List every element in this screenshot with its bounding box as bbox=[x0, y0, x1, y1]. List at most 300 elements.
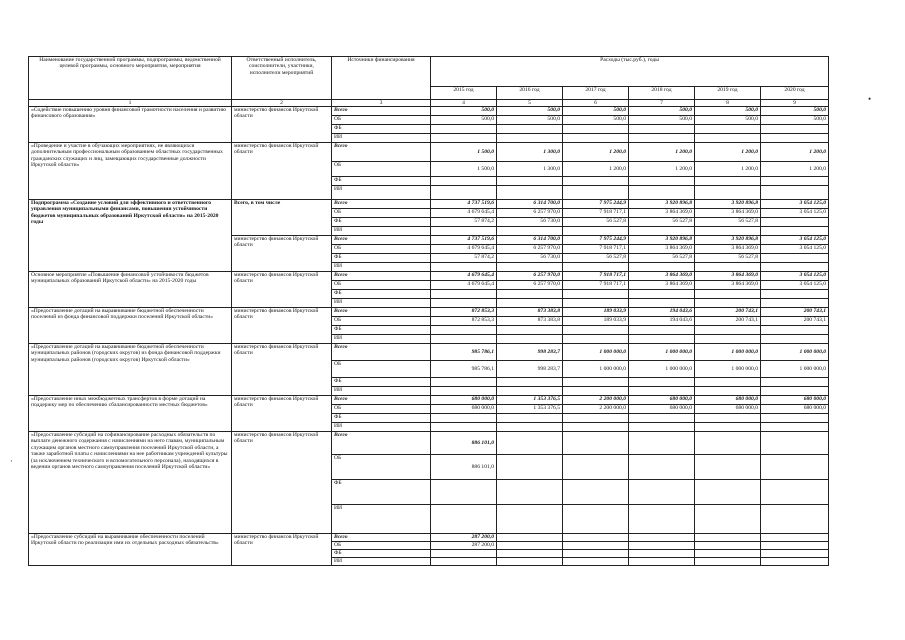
value-cell bbox=[563, 177, 629, 186]
value-cell: 1 000 000,0 bbox=[563, 361, 629, 378]
source-cell: ФБ bbox=[332, 218, 431, 227]
header-year: 2018 год bbox=[629, 86, 695, 99]
budget-table bbox=[28, 56, 829, 566]
source-cell: ИИ bbox=[332, 505, 431, 534]
index-cell: 6 bbox=[563, 100, 629, 107]
value-cell bbox=[431, 387, 497, 396]
value-cell bbox=[761, 558, 829, 566]
value-cell bbox=[629, 505, 695, 534]
source-cell: ОБ bbox=[332, 361, 431, 378]
value-cell: 56 730,0 bbox=[497, 254, 563, 263]
source-cell: Всего bbox=[332, 107, 431, 116]
value-cell: 3 054 125,0 bbox=[761, 236, 829, 245]
value-cell bbox=[563, 263, 629, 272]
value-cell: 1 300,0 bbox=[497, 143, 563, 162]
value-cell: 189 033,9 bbox=[563, 317, 629, 326]
value-cell bbox=[629, 480, 695, 505]
value-cell bbox=[761, 218, 829, 227]
value-cell: 6 257 970,0 bbox=[497, 281, 563, 290]
value-cell bbox=[563, 186, 629, 200]
value-cell bbox=[629, 423, 695, 432]
responsible-cell: министерство финансов Иркутской области bbox=[232, 143, 332, 200]
source-cell: ОБ bbox=[332, 162, 431, 177]
source-cell: ОБ bbox=[332, 542, 431, 550]
value-cell bbox=[497, 290, 563, 299]
source-cell: ФБ bbox=[332, 326, 431, 335]
source-cell: ОБ bbox=[332, 209, 431, 218]
value-cell: 3 920 896,8 bbox=[629, 236, 695, 245]
value-cell: 200 743,1 bbox=[695, 317, 761, 326]
value-cell: 287 200,0 bbox=[431, 542, 497, 550]
value-cell bbox=[695, 558, 761, 566]
value-cell: 680 000,0 bbox=[695, 405, 761, 414]
value-cell bbox=[761, 299, 829, 308]
value-cell: 500,0 bbox=[497, 116, 563, 125]
value-cell bbox=[431, 335, 497, 344]
index-cell: 8 bbox=[695, 100, 761, 107]
value-cell: 7 918 717,1 bbox=[563, 209, 629, 218]
value-cell bbox=[695, 299, 761, 308]
value-cell: 500,0 bbox=[761, 116, 829, 125]
value-cell bbox=[629, 263, 695, 272]
value-cell: 6 257 970,0 bbox=[497, 245, 563, 254]
value-cell: 4 679 645,4 bbox=[431, 245, 497, 254]
value-cell: 1 000 000,0 bbox=[761, 361, 829, 378]
value-cell bbox=[563, 505, 629, 534]
value-cell bbox=[497, 227, 563, 236]
responsible-cell: министерство финансов Иркутской области bbox=[232, 396, 332, 432]
value-cell bbox=[761, 414, 829, 423]
value-cell bbox=[629, 177, 695, 186]
source-cell: Всего bbox=[332, 272, 431, 281]
value-cell: 4 679 645,4 bbox=[431, 281, 497, 290]
value-cell: 500,0 bbox=[563, 107, 629, 116]
value-cell: 6 257 970,0 bbox=[497, 272, 563, 281]
source-cell: ИИ bbox=[332, 299, 431, 308]
value-cell bbox=[431, 134, 497, 143]
value-cell: 1 000 000,0 bbox=[563, 344, 629, 361]
index-cell: 2 bbox=[232, 100, 332, 107]
value-cell bbox=[629, 335, 695, 344]
value-cell bbox=[563, 414, 629, 423]
source-cell: Всего bbox=[332, 396, 431, 405]
value-cell bbox=[497, 299, 563, 308]
value-cell: 872 853,3 bbox=[431, 308, 497, 317]
value-cell bbox=[629, 290, 695, 299]
value-cell: 1 000 000,0 bbox=[629, 361, 695, 378]
source-cell: ОБ bbox=[332, 405, 431, 414]
value-cell bbox=[497, 455, 563, 480]
value-cell: 1 200,0 bbox=[761, 162, 829, 177]
value-cell: 680 000,0 bbox=[695, 396, 761, 405]
value-cell bbox=[761, 254, 829, 263]
value-cell: 680 000,0 bbox=[761, 405, 829, 414]
value-cell: 500,0 bbox=[431, 116, 497, 125]
value-cell: 1 000 000,0 bbox=[695, 344, 761, 361]
value-cell bbox=[695, 423, 761, 432]
index-cell: 4 bbox=[431, 100, 497, 107]
value-cell: 1 300,0 bbox=[497, 162, 563, 177]
value-cell: 873 383,8 bbox=[497, 317, 563, 326]
value-cell: 57 874,2 bbox=[431, 254, 497, 263]
table-row bbox=[29, 344, 829, 361]
source-cell: ФБ bbox=[332, 125, 431, 134]
value-cell: 6 257 970,0 bbox=[497, 209, 563, 218]
value-cell: 56 527,8 bbox=[629, 254, 695, 263]
value-cell bbox=[695, 505, 761, 534]
index-cell: 5 bbox=[497, 100, 563, 107]
header-year: 2020 год bbox=[761, 86, 829, 99]
source-cell: Всего bbox=[332, 200, 431, 209]
value-cell bbox=[695, 186, 761, 200]
value-cell bbox=[629, 326, 695, 335]
value-cell: 872 853,3 bbox=[431, 317, 497, 326]
value-cell bbox=[563, 299, 629, 308]
source-cell: Всего bbox=[332, 534, 431, 542]
scan-speck: · bbox=[10, 456, 13, 466]
value-cell bbox=[497, 534, 563, 542]
value-cell bbox=[497, 335, 563, 344]
value-cell: 4 737 519,6 bbox=[431, 200, 497, 209]
value-cell: 189 033,9 bbox=[563, 308, 629, 317]
value-cell: 56 527,8 bbox=[563, 218, 629, 227]
source-cell: ОБ bbox=[332, 455, 431, 480]
value-cell bbox=[695, 378, 761, 387]
source-cell: ФБ bbox=[332, 414, 431, 423]
value-cell bbox=[761, 290, 829, 299]
value-cell bbox=[497, 378, 563, 387]
value-cell bbox=[761, 387, 829, 396]
header-year: 2017 год bbox=[563, 86, 629, 99]
source-cell: Всего bbox=[332, 344, 431, 361]
value-cell: 1 353 376,5 bbox=[497, 405, 563, 414]
value-cell: 56 527,8 bbox=[629, 218, 695, 227]
program-name-cell: «Содействие повышению уровня финансовой грамотности населения и развитию финансового образования» bbox=[29, 107, 232, 143]
value-cell: 3 864 369,0 bbox=[629, 245, 695, 254]
value-cell: 1 200,0 bbox=[563, 143, 629, 162]
value-cell bbox=[695, 335, 761, 344]
value-cell: 4 679 645,4 bbox=[431, 209, 497, 218]
value-cell bbox=[497, 558, 563, 566]
value-cell bbox=[431, 423, 497, 432]
value-cell: 7 975 244,9 bbox=[563, 236, 629, 245]
source-cell: ИИ bbox=[332, 387, 431, 396]
source-cell: ИИ bbox=[332, 186, 431, 200]
value-cell bbox=[695, 414, 761, 423]
value-cell: 56 527,8 bbox=[695, 254, 761, 263]
source-cell: ИИ bbox=[332, 423, 431, 432]
program-name-cell: Подпрограмма «Создание условий для эффективного и ответственного управления муниципальными финансами, повышения устойчивости бюджетов муниципальных образований Иркутской области» на 2015-2020 годы bbox=[29, 200, 232, 272]
header-sources: Источники финансирования bbox=[332, 57, 431, 100]
value-cell bbox=[563, 542, 629, 550]
index-cell: 1 bbox=[29, 100, 232, 107]
value-cell bbox=[497, 480, 563, 505]
value-cell: 287 200,0 bbox=[431, 534, 497, 542]
table-row bbox=[29, 432, 829, 455]
program-name-cell: «Проведение и участие в обучающих мероприятиях, не являющихся дополнительным профессиональным образованием областных государственных гражданских служащих и лиц, замещающих государственные должности Иркутской области» bbox=[29, 143, 232, 200]
value-cell: 56 527,8 bbox=[563, 254, 629, 263]
value-cell bbox=[761, 186, 829, 200]
value-cell bbox=[761, 177, 829, 186]
index-row bbox=[29, 100, 829, 107]
value-cell bbox=[761, 550, 829, 558]
value-cell: 2 200 000,0 bbox=[563, 396, 629, 405]
responsible-cell: министерство финансов Иркутской области bbox=[232, 236, 332, 272]
source-cell: ФБ bbox=[332, 480, 431, 505]
value-cell bbox=[629, 534, 695, 542]
value-cell bbox=[563, 134, 629, 143]
responsible-cell: министерство финансов Иркутской области bbox=[232, 272, 332, 308]
value-cell: 194 043,6 bbox=[629, 308, 695, 317]
header-year: 2019 год bbox=[695, 86, 761, 99]
value-cell bbox=[563, 550, 629, 558]
value-cell: 4 679 645,4 bbox=[431, 272, 497, 281]
value-cell bbox=[695, 387, 761, 396]
header-year: 2016 год bbox=[497, 86, 563, 99]
value-cell: 1 500,0 bbox=[431, 162, 497, 177]
value-cell bbox=[497, 542, 563, 550]
value-cell: 1 500,0 bbox=[431, 143, 497, 162]
value-cell bbox=[695, 326, 761, 335]
value-cell bbox=[497, 186, 563, 200]
value-cell: 1 000 000,0 bbox=[629, 344, 695, 361]
value-cell bbox=[629, 125, 695, 134]
value-cell bbox=[761, 480, 829, 505]
value-cell: 1 000 000,0 bbox=[761, 344, 829, 361]
value-cell bbox=[761, 505, 829, 534]
value-cell: 7 918 717,1 bbox=[563, 272, 629, 281]
table-row bbox=[29, 308, 829, 317]
value-cell bbox=[761, 134, 829, 143]
value-cell bbox=[695, 177, 761, 186]
value-cell bbox=[695, 125, 761, 134]
source-cell: ИИ bbox=[332, 263, 431, 272]
value-cell: 985 786,1 bbox=[431, 361, 497, 378]
value-cell bbox=[695, 480, 761, 505]
value-cell bbox=[761, 125, 829, 134]
source-cell: ФБ bbox=[332, 550, 431, 558]
source-cell: ФБ bbox=[332, 378, 431, 387]
value-cell: 1 200,0 bbox=[695, 162, 761, 177]
value-cell: 500,0 bbox=[629, 116, 695, 125]
source-cell: ИИ bbox=[332, 335, 431, 344]
value-cell bbox=[497, 134, 563, 143]
value-cell: 500,0 bbox=[497, 107, 563, 116]
value-cell: 3 864 369,0 bbox=[629, 272, 695, 281]
source-cell: ИИ bbox=[332, 134, 431, 143]
value-cell: 3 054 125,0 bbox=[761, 272, 829, 281]
value-cell: 1 000 000,0 bbox=[695, 361, 761, 378]
table-row bbox=[29, 143, 829, 162]
value-cell bbox=[563, 227, 629, 236]
table-row bbox=[29, 107, 829, 116]
responsible-cell: Всего, в том числе bbox=[232, 200, 332, 236]
source-cell: Всего bbox=[332, 236, 431, 245]
value-cell bbox=[629, 414, 695, 423]
table-row bbox=[29, 272, 829, 281]
value-cell bbox=[695, 263, 761, 272]
header-expenses: Расходы (тыс.руб.), годы bbox=[431, 57, 829, 87]
responsible-cell: министерство финансов Иркутской области bbox=[232, 308, 332, 344]
value-cell: 3 864 369,0 bbox=[695, 245, 761, 254]
value-cell bbox=[629, 378, 695, 387]
value-cell bbox=[695, 542, 761, 550]
program-name-cell: «Предоставление дотаций на выравнивание бюджетной обеспеченности поселений из фонда финансовой поддержки поселений Иркутской области» bbox=[29, 308, 232, 344]
value-cell: 886 101,0 bbox=[431, 432, 497, 455]
index-cell: 9 bbox=[761, 100, 829, 107]
value-cell bbox=[497, 177, 563, 186]
table-row bbox=[29, 534, 829, 542]
value-cell: 998 283,7 bbox=[497, 344, 563, 361]
value-cell bbox=[761, 227, 829, 236]
value-cell: 1 200,0 bbox=[695, 143, 761, 162]
value-cell: 3 864 369,0 bbox=[695, 281, 761, 290]
source-cell: ИИ bbox=[332, 227, 431, 236]
table-row bbox=[29, 396, 829, 405]
value-cell bbox=[431, 227, 497, 236]
value-cell bbox=[563, 125, 629, 134]
value-cell: 3 054 125,0 bbox=[761, 281, 829, 290]
index-cell: 3 bbox=[332, 100, 431, 107]
program-name-cell: «Предоставление субсидий на выравнивание обеспеченности поселений Иркутской области по реализации ими их отдельных расходных обязательств» bbox=[29, 534, 232, 566]
table-row bbox=[29, 200, 829, 209]
value-cell: 1 353 376,5 bbox=[497, 396, 563, 405]
scan-speck: • bbox=[868, 94, 872, 104]
source-cell: ИИ bbox=[332, 558, 431, 566]
value-cell: 3 864 369,0 bbox=[629, 281, 695, 290]
value-cell bbox=[563, 335, 629, 344]
value-cell bbox=[431, 125, 497, 134]
value-cell: 500,0 bbox=[761, 107, 829, 116]
value-cell bbox=[695, 227, 761, 236]
value-cell: 886 101,0 bbox=[431, 455, 497, 480]
value-cell bbox=[497, 550, 563, 558]
value-cell: 680 000,0 bbox=[629, 396, 695, 405]
value-cell bbox=[431, 186, 497, 200]
responsible-cell: министерство финансов Иркутской области bbox=[232, 344, 332, 396]
value-cell: 3 054 125,0 bbox=[761, 200, 829, 209]
header-name: Наименование государственной программы, подпрограммы, ведомственной целевой программы, основного мероприятия, мероприятия bbox=[29, 57, 232, 100]
value-cell: 3 920 896,8 bbox=[629, 200, 695, 209]
value-cell bbox=[629, 558, 695, 566]
responsible-cell: министерство финансов Иркутской области bbox=[232, 534, 332, 566]
value-cell: 500,0 bbox=[695, 107, 761, 116]
value-cell bbox=[497, 414, 563, 423]
value-cell: 200 743,1 bbox=[761, 317, 829, 326]
source-cell: ОБ bbox=[332, 281, 431, 290]
program-name-cell: «Предоставление субсидий на софинансирование расходных обязательств по выплате денежного содержания с начислениями на него главам, муниципальным служащим органов местного самоуправления поселений Иркутской области, а также заработной платы с начислениями на нее работникам учреждений культуры (за исключением технического и вспомогательного персонала), находящихся в ведении органов местного самоуправления поселений Иркутской области» bbox=[29, 432, 232, 534]
value-cell bbox=[563, 326, 629, 335]
source-cell: Всего bbox=[332, 143, 431, 162]
value-cell bbox=[629, 550, 695, 558]
value-cell bbox=[695, 432, 761, 455]
header-row bbox=[29, 57, 829, 87]
value-cell: 500,0 bbox=[629, 107, 695, 116]
value-cell bbox=[629, 542, 695, 550]
value-cell: 3 864 369,0 bbox=[629, 209, 695, 218]
value-cell: 7 975 244,9 bbox=[563, 200, 629, 209]
value-cell bbox=[629, 432, 695, 455]
program-name-cell: «Предоставление иных межбюджетных трансфертов в форме дотаций на поддержку мер по обеспечению сбалансированности местных бюджетов» bbox=[29, 396, 232, 432]
value-cell bbox=[431, 378, 497, 387]
value-cell: 200 743,1 bbox=[695, 308, 761, 317]
responsible-cell: министерство финансов Иркутской области bbox=[232, 432, 332, 534]
value-cell: 1 200,0 bbox=[629, 143, 695, 162]
value-cell bbox=[563, 432, 629, 455]
value-cell bbox=[563, 480, 629, 505]
value-cell: 500,0 bbox=[563, 116, 629, 125]
value-cell bbox=[761, 326, 829, 335]
value-cell bbox=[563, 378, 629, 387]
value-cell: 6 314 700,0 bbox=[497, 200, 563, 209]
value-cell bbox=[563, 387, 629, 396]
value-cell: 2 200 000,0 bbox=[563, 405, 629, 414]
responsible-cell: министерство финансов Иркутской области bbox=[232, 107, 332, 143]
source-cell: Всего bbox=[332, 432, 431, 455]
value-cell bbox=[761, 335, 829, 344]
index-cell: 7 bbox=[629, 100, 695, 107]
source-cell: ФБ bbox=[332, 177, 431, 186]
value-cell bbox=[497, 387, 563, 396]
value-cell bbox=[431, 326, 497, 335]
source-cell: Всего bbox=[332, 308, 431, 317]
value-cell bbox=[563, 558, 629, 566]
value-cell: 1 200,0 bbox=[761, 143, 829, 162]
value-cell bbox=[629, 455, 695, 480]
value-cell: 194 043,6 bbox=[629, 317, 695, 326]
value-cell: 998 283,7 bbox=[497, 361, 563, 378]
value-cell bbox=[629, 227, 695, 236]
value-cell: 3 864 369,0 bbox=[695, 272, 761, 281]
value-cell bbox=[629, 186, 695, 200]
value-cell bbox=[761, 423, 829, 432]
source-cell: ФБ bbox=[332, 290, 431, 299]
value-cell: 3 920 896,8 bbox=[695, 200, 761, 209]
value-cell: 680 000,0 bbox=[431, 405, 497, 414]
value-cell bbox=[431, 550, 497, 558]
value-cell: 57 874,2 bbox=[431, 218, 497, 227]
value-cell: 873 383,8 bbox=[497, 308, 563, 317]
value-cell: 500,0 bbox=[695, 116, 761, 125]
program-name-cell: «Предоставление дотаций на выравнивание бюджетной обеспеченности муниципальных районов (городских округов) из фонда финансовой поддержки муниципальных районов (городских округов) Иркутской области» bbox=[29, 344, 232, 396]
value-cell: 7 918 717,1 bbox=[563, 245, 629, 254]
value-cell bbox=[497, 263, 563, 272]
value-cell bbox=[497, 432, 563, 455]
value-cell bbox=[563, 423, 629, 432]
value-cell bbox=[431, 414, 497, 423]
value-cell: 680 000,0 bbox=[629, 405, 695, 414]
value-cell: 7 918 717,1 bbox=[563, 281, 629, 290]
value-cell: 3 920 896,8 bbox=[695, 236, 761, 245]
value-cell: 56 527,8 bbox=[695, 218, 761, 227]
value-cell: 680 000,0 bbox=[431, 396, 497, 405]
value-cell: 6 314 700,0 bbox=[497, 236, 563, 245]
value-cell bbox=[761, 432, 829, 455]
value-cell bbox=[431, 177, 497, 186]
value-cell bbox=[695, 550, 761, 558]
value-cell bbox=[497, 423, 563, 432]
value-cell bbox=[431, 505, 497, 534]
value-cell bbox=[431, 299, 497, 308]
value-cell bbox=[695, 534, 761, 542]
value-cell: 1 200,0 bbox=[629, 162, 695, 177]
value-cell bbox=[431, 480, 497, 505]
value-cell bbox=[629, 134, 695, 143]
value-cell bbox=[761, 542, 829, 550]
source-cell: ОБ bbox=[332, 245, 431, 254]
value-cell bbox=[431, 558, 497, 566]
source-cell: ФБ bbox=[332, 254, 431, 263]
